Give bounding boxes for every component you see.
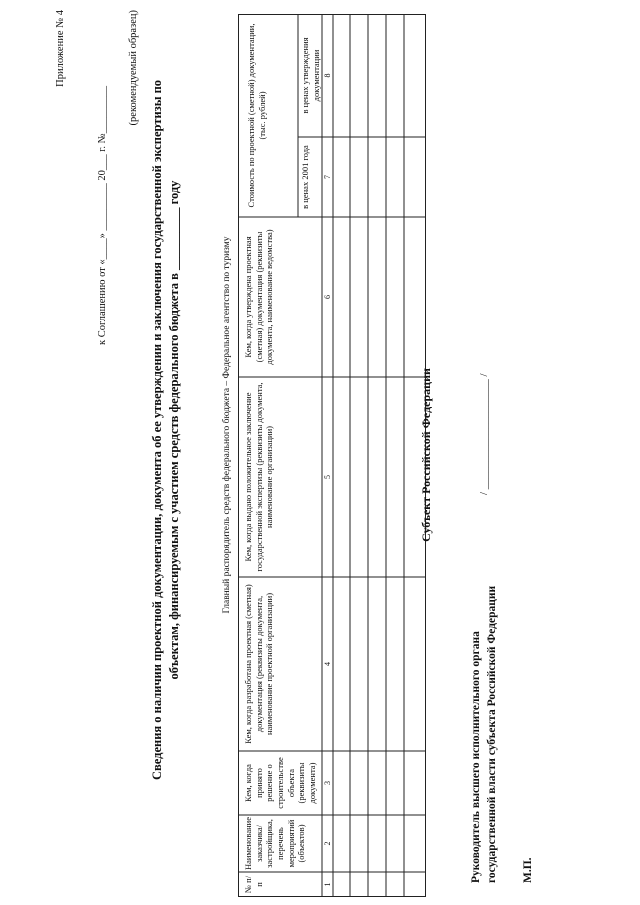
stamp-place: М.П. — [522, 857, 534, 883]
header-number: № п/п — [243, 875, 264, 894]
column-number-3: 3 — [323, 781, 332, 785]
signatory-title-line-1: Руководитель высшего исполнительного органа — [470, 631, 482, 883]
header-cost: Стоимость по проектной (сметной) документации, (тыс. рублей) — [246, 23, 267, 208]
signatory-title-line-2: государственной власти субъекта Российской Федерации — [486, 585, 498, 883]
header-cost-2001: в ценах 2001 года — [300, 145, 310, 209]
header-cost-current: в ценах утверждения документации — [300, 37, 321, 114]
header-customer: Наименование заказчика/застройщика, перечень мероприятий (объектов) — [243, 817, 307, 870]
agreement-reference: к Соглашению от «____» _________ 20___ г. №_________ — [97, 86, 108, 345]
column-number-4: 4 — [323, 662, 332, 666]
column-number-1: 1 — [323, 882, 332, 887]
recommended-sample-note: (рекомендуемый образец) — [128, 10, 139, 126]
column-number-8: 8 — [323, 73, 332, 78]
column-number-5: 5 — [323, 475, 332, 479]
document-title-line-2: объектам, финансируемым с участием средств федерального бюджета в __________ году — [167, 180, 181, 680]
header-design: Кем, когда разработана проектная (сметная) документация (реквизиты документа, наименование проектной организации) — [243, 584, 275, 744]
data-table — [238, 14, 426, 897]
column-number-6: 6 — [323, 295, 332, 299]
header-approval: Кем, когда утверждена проектная (сметная) документация (реквизиты документа, наименование ведомства) — [243, 229, 275, 365]
signature-field: / ____________________ / — [478, 373, 490, 495]
budget-administrator-line: Главный распорядитель средств федерального бюджета – Федеральное агентство по туризму — [222, 236, 232, 614]
column-number-2: 2 — [323, 841, 332, 846]
subject-heading: Субъект Российской Федерации — [419, 368, 433, 542]
column-number-7: 7 — [323, 175, 332, 179]
header-expertise: Кем, когда выдано положительное заключение государственной экспертизы (реквизиты документа, наименование организации) — [243, 382, 275, 572]
appendix-number: Приложение № 4 — [55, 10, 66, 87]
document-title-line-1: Сведения о наличии проектной документации, документа об ее утверждении и заключения государственной экспертизы по — [150, 79, 164, 781]
header-decision: Кем, когда принято решение о строительстве объекта (реквизиты документа) — [243, 757, 317, 809]
